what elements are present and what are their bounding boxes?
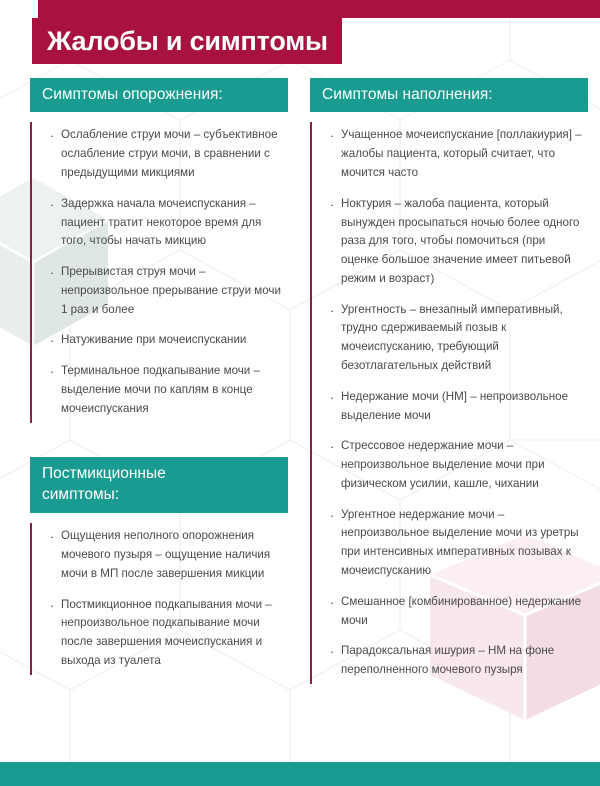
voiding-symptoms-list-block — [30, 122, 288, 422]
list-item: · Парадоксальная ишурия – НМ на фоне переполненного мочевого пузыря — [330, 642, 584, 680]
list-item: · Постмикционное подкапывания мочи – непроизвольное подкапывание мочи после завершения мочеиспускания и выхода из туалета — [50, 596, 284, 671]
list-item: · Прерывистая струя мочи – непроизвольное прерывание струи мочи 1 раз и более — [50, 263, 284, 319]
list-item: · Ослабление струи мочи – субъективное ослабление струи мочи, в сравнении с предыдущими микциями — [50, 126, 284, 182]
postvoid-symptoms-list-block — [30, 523, 288, 674]
list-item: · Ощущения неполного опорожнения мочевого пузыря – ощущение наличия мочи в МП после завершения микции — [50, 527, 284, 583]
list-item: · Ноктурия – жалоба пациента, который вынужден просыпаться ночью более одного раза для того, чтобы помочиться (при оценке большое значение имеет питьевой режим и возраст) — [330, 195, 584, 289]
storage-symptoms-list-block — [310, 122, 588, 684]
list-item: · Ургентность – внезапный императивный, трудно сдерживаемый позыв к мочеиспусканию, требующий безотлагательных действий — [330, 301, 584, 376]
section-heading-voiding-symptoms: Симптомы опорожнения: — [30, 78, 288, 112]
page-title: Жалобы и симптомы — [47, 25, 328, 56]
voiding-symptoms-list — [32, 126, 288, 418]
list-item: · Ургентное недержание мочи – непроизвольное выделение мочи из уретры при интенсивных императивных позывах к мочеиспусканию — [330, 506, 584, 581]
section-heading-postvoid-line2: симптомы: — [42, 485, 120, 503]
left-column — [30, 78, 288, 675]
section-heading-postvoid-symptoms — [30, 457, 288, 514]
postvoid-symptoms-list — [32, 527, 288, 670]
list-item: · Недержание мочи (НМ] – непроизвольное выделение мочи — [330, 388, 584, 426]
list-item: · Стрессовое недержание мочи – непроизвольное выделение мочи при физическом усилии, кашле, чихании — [330, 437, 584, 493]
list-item: · Смешанное [комбинированное) недержание мочи — [330, 593, 584, 631]
list-item: · Терминальное подкапывание мочи – выделение мочи по каплям в конце мочеиспускания — [50, 362, 284, 418]
storage-symptoms-list — [312, 126, 588, 680]
list-item: · Натуживание при мочеиспускании — [50, 331, 284, 350]
slide-title-banner — [32, 18, 342, 64]
section-heading-storage-symptoms: Симптомы наполнения: — [310, 78, 588, 112]
right-column — [310, 78, 588, 684]
list-item: · Учащенное мочеиспускание [поллакиурия] – жалобы пациента, который считает, что мочится часто — [330, 126, 584, 182]
section-heading-postvoid-line1: Постмикционные — [42, 464, 166, 482]
list-item: · Задержка начала мочеиспускания – пациент тратит некоторое время для того, чтобы начать микцию — [50, 195, 284, 251]
